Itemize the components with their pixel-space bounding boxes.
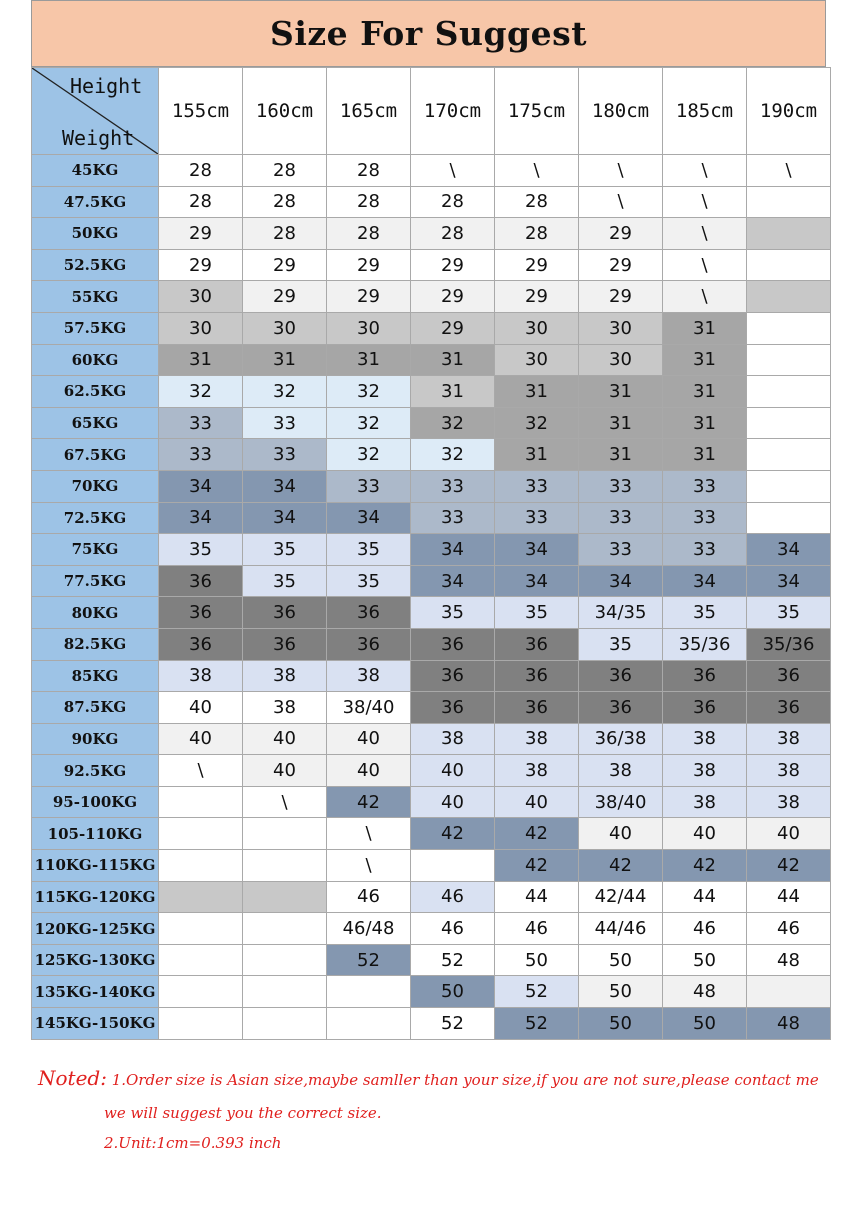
size-cell <box>243 850 327 882</box>
table-row <box>32 786 831 818</box>
size-cell <box>747 439 831 471</box>
size-table <box>31 67 831 1040</box>
size-cell: 29 <box>495 249 579 281</box>
size-cell: 34 <box>747 534 831 566</box>
size-cell: 31 <box>579 407 663 439</box>
size-cell: 36 <box>747 660 831 692</box>
weight-label: 120KG-125KG <box>32 913 159 945</box>
size-cell <box>747 281 831 313</box>
size-cell: 38 <box>747 786 831 818</box>
size-cell: 44 <box>747 881 831 913</box>
size-cell: 29 <box>495 281 579 313</box>
table-row <box>32 755 831 787</box>
size-cell: 40 <box>243 755 327 787</box>
size-cell: 34 <box>327 502 411 534</box>
weight-label: 85KG <box>32 660 159 692</box>
weight-label: 95-100KG <box>32 786 159 818</box>
size-cell: 38 <box>159 660 243 692</box>
size-cell: 50 <box>663 944 747 976</box>
table-row <box>32 660 831 692</box>
size-cell: 29 <box>243 281 327 313</box>
size-cell: 40 <box>159 723 243 755</box>
size-cell: 46/48 <box>327 913 411 945</box>
weight-label: 65KG <box>32 407 159 439</box>
size-cell: 29 <box>579 218 663 250</box>
size-cell: 29 <box>327 249 411 281</box>
size-cell: 28 <box>243 218 327 250</box>
size-cell: 28 <box>243 186 327 218</box>
size-cell: 33 <box>327 470 411 502</box>
weight-label: 125KG-130KG <box>32 944 159 976</box>
size-cell: 40 <box>327 755 411 787</box>
height-header: 160cm <box>243 68 327 155</box>
height-axis-label: Height <box>70 74 143 98</box>
size-cell: 29 <box>159 249 243 281</box>
size-cell: 36 <box>159 597 243 629</box>
size-cell: \ <box>663 155 747 187</box>
size-cell: \ <box>663 281 747 313</box>
size-cell: 33 <box>243 407 327 439</box>
size-cell: 38 <box>243 692 327 724</box>
size-cell: \ <box>327 850 411 882</box>
size-cell: 32 <box>327 407 411 439</box>
size-cell: 28 <box>243 155 327 187</box>
table-row <box>32 407 831 439</box>
size-cell: \ <box>327 818 411 850</box>
size-cell: 38 <box>327 660 411 692</box>
size-cell: 38/40 <box>327 692 411 724</box>
size-cell: 36 <box>327 628 411 660</box>
size-cell: 50 <box>663 1008 747 1040</box>
size-cell <box>159 944 243 976</box>
size-cell: 46 <box>663 913 747 945</box>
size-cell: 31 <box>495 439 579 471</box>
size-cell <box>159 881 243 913</box>
size-cell: 33 <box>663 534 747 566</box>
size-cell: 31 <box>663 439 747 471</box>
size-cell <box>159 1008 243 1040</box>
size-cell <box>159 786 243 818</box>
table-row <box>32 597 831 629</box>
table-row <box>32 1008 831 1040</box>
size-cell: 31 <box>663 344 747 376</box>
size-cell: 38/40 <box>579 786 663 818</box>
size-cell: 40 <box>411 786 495 818</box>
table-row <box>32 312 831 344</box>
size-cell: 42 <box>579 850 663 882</box>
size-cell: \ <box>579 155 663 187</box>
size-cell: 50 <box>411 976 495 1008</box>
size-cell: 35 <box>411 597 495 629</box>
table-row <box>32 628 831 660</box>
weight-label: 75KG <box>32 534 159 566</box>
size-cell: 29 <box>411 249 495 281</box>
size-cell: 34 <box>495 534 579 566</box>
height-header: 155cm <box>159 68 243 155</box>
size-cell <box>159 818 243 850</box>
size-cell: 35 <box>579 628 663 660</box>
weight-label: 105-110KG <box>32 818 159 850</box>
size-cell: 29 <box>579 249 663 281</box>
size-cell: 44 <box>495 881 579 913</box>
size-cell: 32 <box>411 407 495 439</box>
size-cell: \ <box>663 186 747 218</box>
size-cell: 30 <box>579 344 663 376</box>
size-cell: 28 <box>411 186 495 218</box>
size-cell: 28 <box>159 186 243 218</box>
size-cell: 40 <box>327 723 411 755</box>
size-cell: 46 <box>495 913 579 945</box>
size-cell: 32 <box>159 376 243 408</box>
size-cell <box>747 249 831 281</box>
table-row <box>32 692 831 724</box>
size-cell: 31 <box>411 344 495 376</box>
table-row <box>32 249 831 281</box>
size-cell: 48 <box>747 944 831 976</box>
table-row <box>32 155 831 187</box>
size-cell: 35 <box>243 565 327 597</box>
size-cell: 28 <box>495 186 579 218</box>
size-cell: 30 <box>495 344 579 376</box>
size-cell: 52 <box>411 1008 495 1040</box>
size-cell: 40 <box>159 692 243 724</box>
size-cell: 46 <box>747 913 831 945</box>
size-cell: 33 <box>159 407 243 439</box>
table-row <box>32 818 831 850</box>
size-cell: 42 <box>495 850 579 882</box>
size-cell: 36 <box>327 597 411 629</box>
size-cell <box>243 818 327 850</box>
size-cell: 36 <box>159 628 243 660</box>
size-cell: 36 <box>495 628 579 660</box>
height-header: 165cm <box>327 68 411 155</box>
size-cell: 38 <box>579 755 663 787</box>
size-cell <box>747 312 831 344</box>
size-cell: 46 <box>411 881 495 913</box>
weight-axis-label: Weight <box>62 126 135 150</box>
size-cell: 42 <box>411 818 495 850</box>
size-cell <box>747 407 831 439</box>
size-cell: 31 <box>663 376 747 408</box>
size-cell: 35 <box>747 597 831 629</box>
size-cell: \ <box>579 186 663 218</box>
size-cell <box>327 1008 411 1040</box>
size-cell: 40 <box>243 723 327 755</box>
size-cell: 44 <box>663 881 747 913</box>
weight-label: 57.5KG <box>32 312 159 344</box>
table-row <box>32 344 831 376</box>
height-header: 175cm <box>495 68 579 155</box>
size-cell: 38 <box>747 755 831 787</box>
size-cell: 33 <box>579 470 663 502</box>
size-cell <box>747 976 831 1008</box>
size-cell: 35 <box>663 597 747 629</box>
weight-label: 82.5KG <box>32 628 159 660</box>
size-cell: 31 <box>159 344 243 376</box>
weight-label: 60KG <box>32 344 159 376</box>
size-cell: 52 <box>327 944 411 976</box>
size-cell: 38 <box>747 723 831 755</box>
table-row <box>32 913 831 945</box>
size-cell: 38 <box>663 786 747 818</box>
size-cell: 36 <box>159 565 243 597</box>
size-cell: 52 <box>411 944 495 976</box>
size-cell: 35 <box>243 534 327 566</box>
size-cell: \ <box>663 218 747 250</box>
weight-label: 52.5KG <box>32 249 159 281</box>
size-cell: 42/44 <box>579 881 663 913</box>
size-cell: 35 <box>327 534 411 566</box>
size-cell: 38 <box>663 723 747 755</box>
size-cell: 38 <box>495 755 579 787</box>
table-row <box>32 565 831 597</box>
height-header: 180cm <box>579 68 663 155</box>
size-cell: 34 <box>747 565 831 597</box>
size-cell <box>243 913 327 945</box>
size-cell: 35 <box>327 565 411 597</box>
table-row <box>32 944 831 976</box>
size-cell: 28 <box>327 155 411 187</box>
size-cell: 33 <box>663 470 747 502</box>
size-cell: 34 <box>243 470 327 502</box>
height-header: 170cm <box>411 68 495 155</box>
size-cell: 29 <box>243 249 327 281</box>
table-row <box>32 850 831 882</box>
chart-title: Size For Suggest <box>31 0 826 67</box>
size-cell <box>411 850 495 882</box>
size-cell: 36 <box>663 692 747 724</box>
weight-label: 80KG <box>32 597 159 629</box>
note-line-3: 2.Unit:1cm=0.393 inch <box>104 1134 282 1152</box>
size-cell: 35 <box>495 597 579 629</box>
size-cell: 31 <box>663 407 747 439</box>
weight-label: 72.5KG <box>32 502 159 534</box>
size-cell: 52 <box>495 976 579 1008</box>
size-cell: 35 <box>159 534 243 566</box>
size-cell: 30 <box>243 312 327 344</box>
weight-label: 77.5KG <box>32 565 159 597</box>
size-cell: 40 <box>411 755 495 787</box>
size-cell: 36 <box>663 660 747 692</box>
noted-label: Noted: <box>38 1066 107 1090</box>
size-cell: 34 <box>243 502 327 534</box>
size-cell: 46 <box>327 881 411 913</box>
weight-label: 45KG <box>32 155 159 187</box>
weight-label: 87.5KG <box>32 692 159 724</box>
size-cell: 33 <box>495 470 579 502</box>
size-cell: 50 <box>579 944 663 976</box>
size-cell: 29 <box>159 218 243 250</box>
size-cell: 38 <box>411 723 495 755</box>
height-header: 190cm <box>747 68 831 155</box>
size-cell: 31 <box>663 312 747 344</box>
size-cell: 33 <box>159 439 243 471</box>
size-cell: 36 <box>411 660 495 692</box>
size-cell: 32 <box>327 376 411 408</box>
size-cell: 38 <box>495 723 579 755</box>
size-cell: \ <box>747 155 831 187</box>
size-cell: 28 <box>411 218 495 250</box>
height-header: 185cm <box>663 68 747 155</box>
size-cell: 34 <box>411 534 495 566</box>
weight-label: 62.5KG <box>32 376 159 408</box>
size-cell: 36 <box>579 692 663 724</box>
size-cell: 50 <box>579 1008 663 1040</box>
size-cell: 40 <box>579 818 663 850</box>
size-cell <box>747 376 831 408</box>
size-cell <box>243 944 327 976</box>
size-cell: 38 <box>243 660 327 692</box>
size-cell: 36 <box>495 692 579 724</box>
weight-label: 135KG-140KG <box>32 976 159 1008</box>
table-row <box>32 439 831 471</box>
size-cell: \ <box>243 786 327 818</box>
size-cell <box>747 186 831 218</box>
size-cell: 50 <box>579 976 663 1008</box>
size-cell: 34 <box>495 565 579 597</box>
size-cell: 52 <box>495 1008 579 1040</box>
size-cell: 35/36 <box>663 628 747 660</box>
size-cell: \ <box>495 155 579 187</box>
size-cell: \ <box>663 249 747 281</box>
size-cell: 30 <box>327 312 411 344</box>
size-cell <box>747 502 831 534</box>
table-row <box>32 723 831 755</box>
weight-label: 145KG-150KG <box>32 1008 159 1040</box>
table-row <box>32 218 831 250</box>
size-cell: 48 <box>663 976 747 1008</box>
size-cell <box>159 976 243 1008</box>
size-cell: 34 <box>159 470 243 502</box>
weight-label: 67.5KG <box>32 439 159 471</box>
size-cell: 28 <box>327 186 411 218</box>
table-row <box>32 502 831 534</box>
table-row <box>32 186 831 218</box>
size-cell: 28 <box>159 155 243 187</box>
table-row <box>32 881 831 913</box>
weight-label: 110KG-115KG <box>32 850 159 882</box>
size-cell: 29 <box>411 312 495 344</box>
size-cell: 31 <box>579 439 663 471</box>
weight-label: 47.5KG <box>32 186 159 218</box>
size-cell: 30 <box>495 312 579 344</box>
weight-label: 70KG <box>32 470 159 502</box>
size-cell <box>747 344 831 376</box>
size-cell: 32 <box>243 376 327 408</box>
weight-label: 115KG-120KG <box>32 881 159 913</box>
size-cell: 36 <box>579 660 663 692</box>
size-cell: 33 <box>579 502 663 534</box>
size-cell: 42 <box>663 850 747 882</box>
size-cell: 30 <box>159 312 243 344</box>
size-cell <box>243 881 327 913</box>
size-cell: 33 <box>495 502 579 534</box>
size-cell: 29 <box>579 281 663 313</box>
size-cell: 36 <box>411 628 495 660</box>
height-header-row <box>32 68 831 155</box>
table-row <box>32 470 831 502</box>
size-cell: 33 <box>243 439 327 471</box>
size-cell <box>159 850 243 882</box>
size-cell: 34 <box>159 502 243 534</box>
size-cell: 30 <box>579 312 663 344</box>
size-cell: 31 <box>579 376 663 408</box>
table-row <box>32 376 831 408</box>
size-cell: 36 <box>243 628 327 660</box>
weight-label: 50KG <box>32 218 159 250</box>
size-cell: 28 <box>495 218 579 250</box>
weight-label: 55KG <box>32 281 159 313</box>
size-cell: 36 <box>747 692 831 724</box>
size-cell: 34/35 <box>579 597 663 629</box>
size-cell: 31 <box>243 344 327 376</box>
size-cell <box>327 976 411 1008</box>
size-cell: 34 <box>579 565 663 597</box>
size-cell: 32 <box>327 439 411 471</box>
size-cell <box>747 218 831 250</box>
table-row <box>32 281 831 313</box>
size-cell: 34 <box>411 565 495 597</box>
size-cell: 46 <box>411 913 495 945</box>
note-line-2: we will suggest you the correct size. <box>104 1104 382 1122</box>
size-cell: \ <box>411 155 495 187</box>
size-cell: 35/36 <box>747 628 831 660</box>
size-cell: 29 <box>411 281 495 313</box>
size-cell: 50 <box>495 944 579 976</box>
weight-label: 90KG <box>32 723 159 755</box>
corner-cell <box>32 68 159 155</box>
size-cell: 44/46 <box>579 913 663 945</box>
size-cell: 33 <box>411 470 495 502</box>
size-cell: 33 <box>663 502 747 534</box>
size-cell: 36 <box>243 597 327 629</box>
size-cell: \ <box>159 755 243 787</box>
size-cell: 28 <box>327 218 411 250</box>
table-row <box>32 534 831 566</box>
size-cell: 32 <box>411 439 495 471</box>
table-row <box>32 976 831 1008</box>
size-cell: 40 <box>495 786 579 818</box>
note-text-1: 1.Order size is Asian size,maybe samller than your size,if you are not sure,please contact me <box>106 1071 819 1089</box>
size-cell <box>243 976 327 1008</box>
size-cell: 33 <box>579 534 663 566</box>
size-cell <box>243 1008 327 1040</box>
size-cell: 29 <box>327 281 411 313</box>
note-line-1 <box>38 1066 819 1090</box>
size-cell: 31 <box>495 376 579 408</box>
size-cell: 34 <box>663 565 747 597</box>
size-cell: 30 <box>159 281 243 313</box>
size-cell: 33 <box>411 502 495 534</box>
size-cell <box>747 470 831 502</box>
size-cell: 31 <box>411 376 495 408</box>
size-cell: 42 <box>747 850 831 882</box>
size-cell: 48 <box>747 1008 831 1040</box>
size-cell: 36 <box>411 692 495 724</box>
size-cell: 40 <box>663 818 747 850</box>
size-cell <box>159 913 243 945</box>
size-cell: 40 <box>747 818 831 850</box>
size-cell: 32 <box>495 407 579 439</box>
size-cell: 31 <box>327 344 411 376</box>
size-cell: 42 <box>495 818 579 850</box>
size-cell: 36 <box>495 660 579 692</box>
size-cell: 42 <box>327 786 411 818</box>
weight-label: 92.5KG <box>32 755 159 787</box>
size-cell: 38 <box>663 755 747 787</box>
size-cell: 36/38 <box>579 723 663 755</box>
